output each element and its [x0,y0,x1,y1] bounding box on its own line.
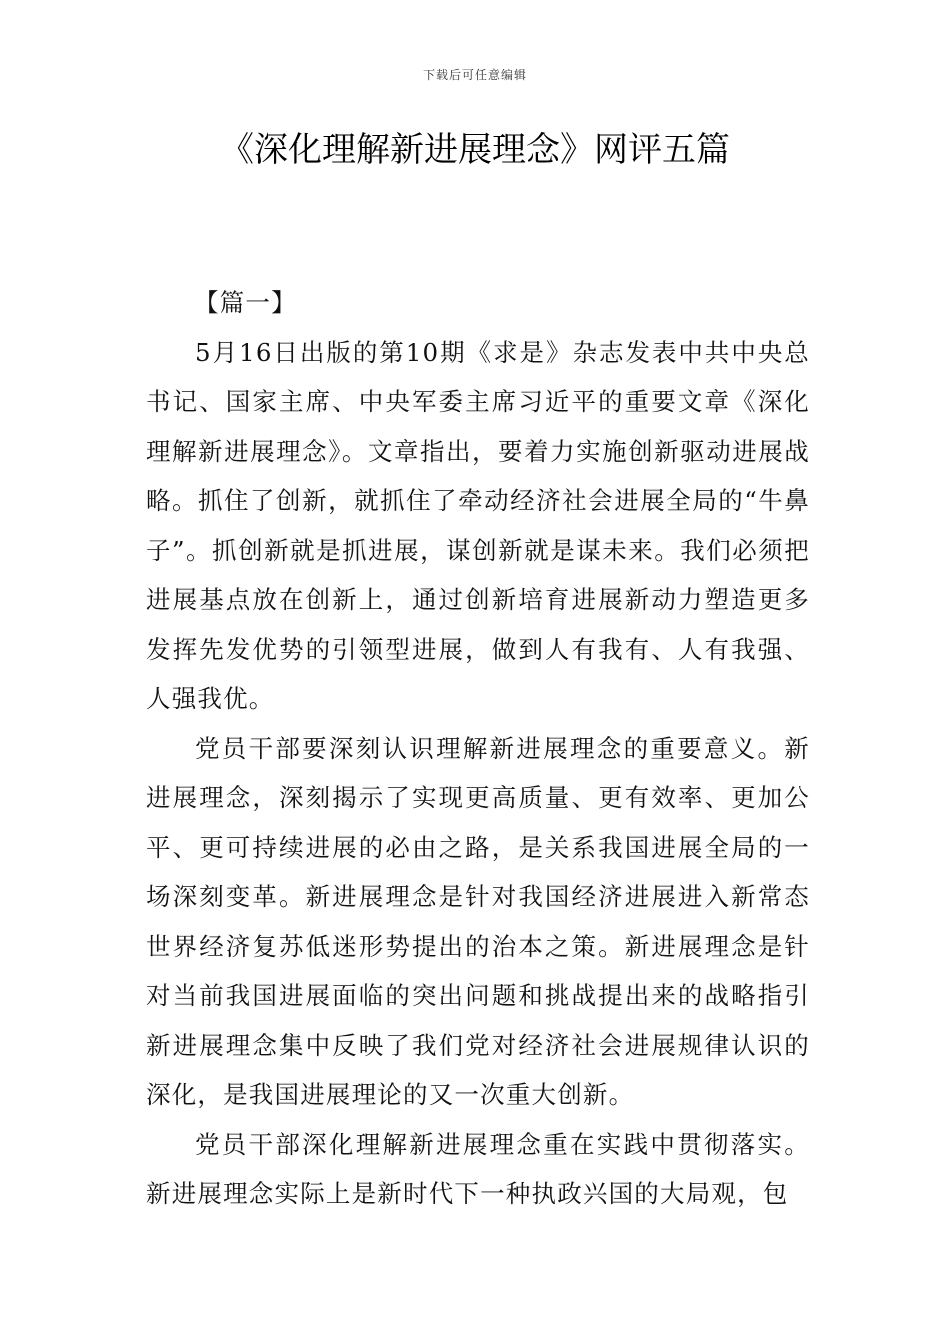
paragraph-3: 党员干部深化理解新进展理念重在实践中贯彻落实。新进展理念实际上是新时代下一种执政兴国的大局观，包 [146,1129,810,1208]
document-body [146,278,810,1219]
paragraph-1: 5月16日出版的第10期《求是》杂志发表中共中央总书记、国家主席、中央军委主席习近平的重要文章《深化理解新进展理念》。文章指出，要着力实施创新驱动进展战略。抓住了创新，就抓住了牵动经济社会进展全局的“牛鼻子”。抓创新就是抓进展，谋创新就是谋未来。我们必须把进展基点放在创新上，通过创新培育进展新动力塑造更多发挥先发优势的引领型进展，做到人有我有、人有我强、人强我优。 [146,337,810,713]
document-title: 《深化理解新进展理念》网评五篇 [220,130,730,170]
paragraph-2: 党员干部要深刻认识理解新进展理念的重要意义。新进展理念，深刻揭示了实现更高质量、更有效率、更加公平、更可持续进展的必由之路，是关系我国进展全局的一场深刻变革。新进展理念是针对我国经济进展进入新常态世界经济复苏低迷形势提出的治本之策。新进展理念是针对当前我国进展面临的突出问题和挑战提出来的战略指引新进展理念集中反映了我们党对经济社会进展规律认识的深化，是我国进展理论的又一次重大创新。 [146,733,810,1109]
header-note: 下载后可任意编辑 [422,68,527,82]
section-heading: 【篇一】 [194,288,297,317]
